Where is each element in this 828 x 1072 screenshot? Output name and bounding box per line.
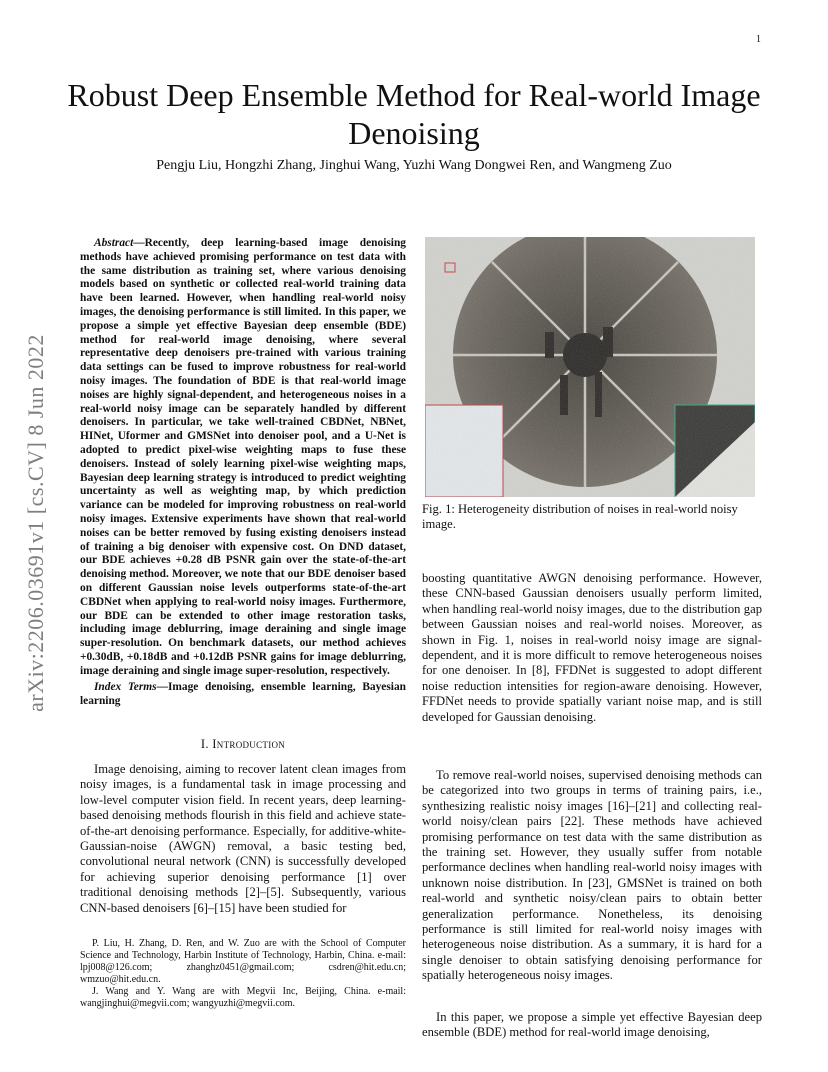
abstract (80, 237, 406, 679)
figure-caption: Fig. 1: Heterogeneity distribution of noises in real-world noisy image. (422, 502, 738, 532)
intro-paragraph-left: Image denoising, aiming to recover latent clean images from noisy images, is a fundamental task in image processing and low-level computer vision field. In recent years, deep learning-based denoising methods flourish in this field and achieve state-of-the-art denoising performance. Especially, for additive-white-Gaussian-noise (AWGN) removal, a basic testing bed, convolutional neural network (CNN) is successfully developed for achieving superior denoising performance [1] over traditional denoising methods [2]–[5]. Subsequently, various CNN-based denoisers [6]–[15] have been studied for (80, 762, 406, 915)
footnote-affiliation-1: P. Liu, H. Zhang, D. Ren, and W. Zuo are with the School of Computer Science and Technology, Harbin Institute of Technology, Harbin, China. e-mail: lpj008@126.com; zhanghz0451@gmail.com; csdren@hit.edu.cn; wmzuo@hit.edu.cn. (80, 938, 406, 985)
index-terms-lead: Index Terms (94, 681, 157, 693)
section-title: Introduction (212, 737, 286, 751)
index-terms (80, 681, 406, 709)
index-terms-text: —Image denoising, ensemble learning, Bayesian learning (80, 681, 406, 707)
intro-paragraph-right-3: In this paper, we propose a simple yet effective Bayesian deep ensemble (BDE) method for real-world image denoising, (422, 1010, 762, 1040)
intro-paragraph-right-2: To remove real-world noises, supervised denoising methods can be categorized into two groups in terms of training pairs, i.e., synthesizing realistic noisy images [16]–[21] and collecting real-world noisy/clean pairs [22]. These methods have achieved promising performance on test data with the same distribution as the training set. However, they usually suffer from notable performance declines when handling real-world noisy images with unknown noise distribution. In [23], GMSNet is trained on both real-world and synthetic noisy/clean pairs to obtain better generalization performance. Nonetheless, its denoising performance is still limited for real-world noisy images with heterogeneous noise distribution. As a summary, it is hard for a single denoiser to obtain satisfying denoising performance for spatially heterogeneous noisy images. (422, 768, 762, 983)
section-number: I. (200, 737, 209, 751)
page-number: 1 (756, 34, 761, 45)
arxiv-stamp: arXiv:2206.03691v1 [cs.CV] 8 Jun 2022 (23, 333, 48, 712)
paper-title: Robust Deep Ensemble Method for Real-world Image Denoising (67, 77, 761, 151)
abstract-lead: Abstract (94, 237, 134, 249)
arxiv-stamp-container (6, 295, 66, 750)
footnote-affiliation-2: J. Wang and Y. Wang are with Megvii Inc, Beijing, China. e-mail: wangjinghui@megvii.com; wangyuzhi@megvii.com. (80, 986, 406, 1009)
figure-noisy-image (425, 237, 755, 497)
author-list: Pengju Liu, Hongzhi Zhang, Jinghui Wang, Yuzhi Wang Dongwei Ren, and Wangmeng Zuo (156, 158, 672, 173)
section-heading (80, 737, 406, 752)
noisy-photo-illustration (425, 237, 755, 497)
intro-paragraph-right-1: boosting quantitative AWGN denoising performance. However, these CNN-based Gaussian denoisers usually perform limited, when handling real-world noisy images, due to the distribution gap between Gaussian noises and real-world noises. Moreover, as shown in Fig. 1, noises in real-world noisy image are signal-dependent, and it is more difficult to remove heterogeneous noises for one denoiser. In [8], FFDNet is suggested to adopt different noise reduction intensities for region-aware denoising. However, FFDNet needs to provide spatially variant noise map, and is still developed for Gaussian denoising. (422, 571, 762, 724)
abstract-text: —Recently, deep learning-based image denoising methods have achieved promising performance on test data with the same distribution as training set, where various denoising models based on synthetic or collected real-world training data have been learned. However, when handling real-world noisy images, the denoising performance is still limited. In this paper, we propose a simple yet effective Bayesian deep ensemble (BDE) method for real-world image denoising, where several representative deep denoisers pre-trained with various training data settings can be fused to improve robustness for real-world noisy images. The foundation of BDE is that real-world image noises are highly signal-dependent, and heterogeneous noises in a real-world noisy image can be separately handled by different denoisers. In particular, we take well-trained CBDNet, NBNet, HINet, Uformer and GMSNet into denoiser pool, and a U-Net is adopted to predict pixel-wise weighting maps to fuse these denoisers. Instead of solely learning pixel-wise weighting maps, Bayesian deep learning strategy is introduced to predict weighting uncertainty as well as weighting map, by which prediction variance can be modeled for improving robustness on real-world noisy images. Extensive experiments have shown that real-world noises can be better removed by fusing existing denoisers instead of training a big denoiser with expensive cost. On DND dataset, our BDE achieves +0.28 dB PSNR gain over the state-of-the-art denoising method. Moreover, we note that our BDE denoiser based on different Gaussian noise levels outperforms state-of-the-art CBDNet when applying to real-world noisy images. Furthermore, our BDE can be extended to other image restoration tasks, including image deblurring, image deraining and single image super-resolution. On benchmark datasets, our method achieves +0.30dB, +0.18dB and +0.12dB PSNR gains for image deblurring, image deraining and single image super-resolution, respectively. (80, 237, 406, 677)
